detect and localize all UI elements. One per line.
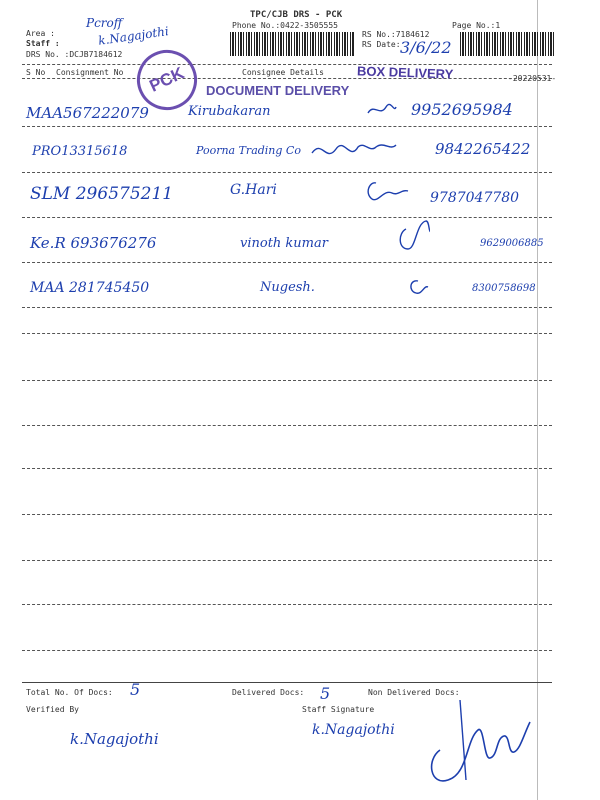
barcode-right bbox=[460, 32, 554, 56]
signature-scribble-row-3 bbox=[368, 183, 408, 200]
row-phone: 9952695984 bbox=[411, 100, 513, 119]
header-divider-bottom bbox=[22, 78, 552, 79]
total-docs-value: 5 bbox=[130, 680, 141, 699]
row-name: Poorna Trading Co bbox=[196, 144, 301, 157]
row-name: Nugesh. bbox=[260, 280, 315, 295]
rs-number: RS No.:7184612 bbox=[362, 30, 430, 39]
row-divider bbox=[22, 333, 552, 334]
row-phone: 9629006885 bbox=[480, 238, 544, 249]
row-consignment: MAA567222079 bbox=[26, 104, 149, 122]
phone-number: Phone No.:0422-3505555 bbox=[232, 21, 338, 30]
row-divider bbox=[22, 514, 552, 515]
row-consignment: PRO13315618 bbox=[32, 144, 128, 159]
row-phone: 9842265422 bbox=[435, 140, 531, 158]
area-label: Area : bbox=[26, 29, 55, 38]
row-name: Kirubakaran bbox=[188, 104, 271, 119]
row-phone: 9787047780 bbox=[430, 190, 520, 206]
row-divider bbox=[22, 126, 552, 127]
row-name: G.Hari bbox=[230, 182, 277, 198]
row-phone: 8300758698 bbox=[472, 283, 536, 294]
col-consignment: Consignment No bbox=[56, 68, 124, 77]
row-divider bbox=[22, 307, 552, 308]
row-consignment: Ke.R 693676276 bbox=[30, 234, 157, 252]
delivered-docs-label: Delivered Docs: bbox=[232, 688, 305, 697]
barcode-left bbox=[230, 32, 354, 56]
signature-scribble-row-1 bbox=[368, 104, 396, 113]
verified-by-label: Verified By bbox=[26, 705, 79, 714]
row-divider bbox=[22, 172, 552, 173]
page-number: Page No.:1 bbox=[452, 21, 501, 30]
document-title: TPC/CJB DRS - PCK bbox=[250, 10, 343, 20]
staff-signature: k.Nagajothi bbox=[312, 722, 395, 738]
total-docs-label: Total No. Of Docs: bbox=[26, 688, 113, 697]
col-consignee: Consignee Details bbox=[242, 68, 324, 77]
handwritten-rs-date: 3/6/22 bbox=[400, 38, 452, 57]
row-divider bbox=[22, 650, 552, 651]
row-divider bbox=[22, 560, 552, 561]
box-delivery-stamp: BOX DELIVERY bbox=[356, 63, 454, 82]
signature-scribble-row-5 bbox=[411, 281, 428, 293]
col-sno: S No bbox=[26, 68, 46, 77]
page-margin-line bbox=[537, 0, 538, 800]
row-divider bbox=[22, 425, 552, 426]
date-code: -20220531- bbox=[508, 74, 557, 83]
header-divider-top bbox=[22, 64, 552, 65]
footer-divider bbox=[22, 682, 552, 683]
row-divider bbox=[22, 262, 552, 263]
row-name: vinoth kumar bbox=[240, 236, 328, 251]
pck-stamp: PCK bbox=[127, 40, 207, 120]
handwritten-staff: k.Nagajothi bbox=[97, 24, 170, 48]
document-delivery-stamp: DOCUMENT DELIVERY bbox=[206, 83, 350, 98]
drs-number: DRS No. :DCJB7184612 bbox=[26, 50, 123, 59]
staff-label: Staff : bbox=[26, 39, 60, 48]
row-divider bbox=[22, 217, 552, 218]
row-divider bbox=[22, 380, 552, 381]
row-consignment: MAA 281745450 bbox=[30, 280, 150, 296]
recipient-signatures bbox=[290, 95, 430, 315]
row-divider bbox=[22, 604, 552, 605]
row-consignment: SLM 296575211 bbox=[30, 184, 174, 204]
rs-date-label: RS Date: bbox=[362, 40, 401, 49]
large-signature-scribble bbox=[410, 690, 550, 790]
signature-scribble-row-4 bbox=[400, 221, 430, 249]
non-delivered-docs-label: Non Delivered Docs: bbox=[368, 688, 460, 697]
signature-scribble-row-2 bbox=[312, 145, 396, 154]
staff-signature-label: Staff Signature bbox=[302, 705, 375, 714]
verified-signature: k.Nagajothi bbox=[70, 730, 159, 748]
row-divider bbox=[22, 468, 552, 469]
handwritten-area: Pcroff bbox=[86, 16, 123, 30]
delivered-docs-value: 5 bbox=[320, 684, 331, 703]
